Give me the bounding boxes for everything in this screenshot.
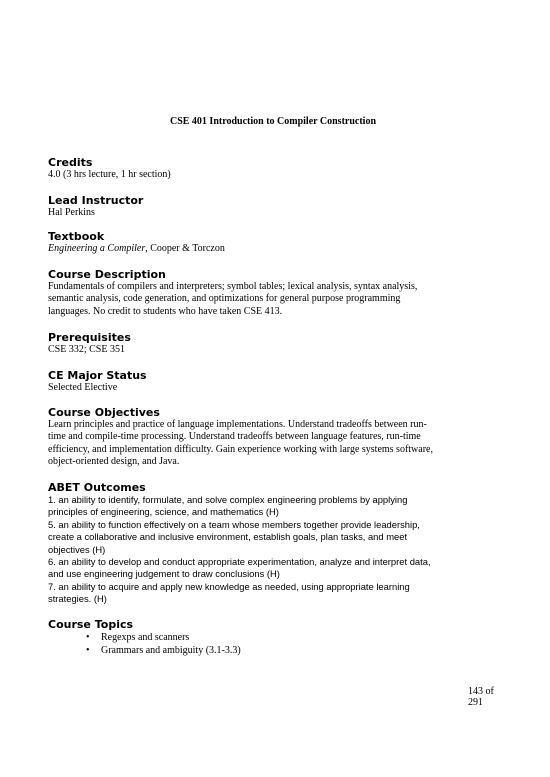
section-course-topics: [48, 618, 502, 657]
section-heading: CE Major Status: [48, 369, 147, 382]
topics-list: [48, 631, 502, 657]
abet-line: objectives (H): [48, 543, 106, 555]
section-text: [48, 243, 502, 255]
list-item-text: Regexps and scanners: [101, 632, 190, 643]
section-text: Selected Elective: [48, 382, 118, 393]
abet-line: principles of engineering, science, and mathematics (H): [48, 506, 279, 518]
abet-line: and use engineering judgement to draw conclusions (H): [48, 568, 280, 580]
bullet-icon: •: [86, 632, 90, 643]
page-number: 143 of 291: [468, 686, 494, 708]
section-heading: Course Description: [48, 268, 166, 281]
abet-line: strategies. (H): [48, 593, 107, 605]
section-heading: Prerequisites: [48, 331, 131, 344]
bullet-icon: •: [86, 645, 90, 656]
section-heading: Credits: [48, 156, 93, 169]
section-line: semantic analysis, code generation, and optimizations for general purpose programming: [48, 293, 401, 305]
section-line: Learn principles and practice of language implementations. Understand tradeoffs between run-: [48, 419, 427, 430]
list-item: [86, 631, 502, 644]
section-credits: [48, 156, 502, 181]
abet-line: 7. an ability to acquire and apply new knowledge as needed, using appropriate learning: [48, 580, 410, 592]
section-textbook: [48, 230, 502, 255]
abet-line: 6. an ability to develop and conduct appropriate experimentation, analyze and interpret data,: [48, 556, 431, 568]
abet-line: create a collaborative and inclusive environment, establish goals, plan tasks, and meet: [48, 531, 408, 543]
section-text: CSE 332; CSE 351: [48, 344, 125, 355]
section-heading: Textbook: [48, 230, 105, 243]
section-line: languages. No credit to students who have taken CSE 413.: [48, 305, 283, 317]
section-line: efficiency, and implementation difficulty. Gain experience working with large systems software,: [48, 443, 433, 455]
list-item: [86, 644, 502, 657]
section-text: 4.0 (3 hrs lecture, 1 hr section): [48, 169, 171, 180]
section-heading: Course Objectives: [48, 406, 160, 419]
book-authors: , Cooper & Torczon: [145, 243, 225, 254]
section-ce-major-status: [48, 369, 502, 394]
section-heading: Course Topics: [48, 618, 134, 631]
abet-line: 5. an ability to function effectively on a team whose members together provide leadership,: [48, 518, 420, 530]
section-heading: Lead Instructor: [48, 194, 144, 207]
book-title: Engineering a Compiler: [48, 243, 146, 254]
section-heading: ABET Outcomes: [48, 481, 146, 494]
document-title: CSE 401 Introduction to Compiler Construction: [169, 116, 377, 127]
section-lead-instructor: [48, 194, 502, 219]
section-line: time and compile-time processing. Understand tradeoffs between language features, run-time: [48, 431, 421, 443]
section-abet-outcomes: [48, 481, 502, 606]
section-prerequisites: [48, 331, 502, 356]
section-line: object-oriented design, and Java.: [48, 456, 180, 468]
section-course-objectives: [48, 406, 502, 469]
list-item-text: Grammars and ambiguity (3.1-3.3): [101, 645, 241, 656]
section-text: Hal Perkins: [48, 207, 95, 218]
abet-line: 1. an ability to identify, formulate, and solve complex engineering problems by applying: [48, 494, 408, 505]
section-course-description: [48, 268, 502, 318]
section-line: Fundamentals of compilers and interpreters; symbol tables; lexical analysis, syntax analysis,: [48, 281, 418, 292]
